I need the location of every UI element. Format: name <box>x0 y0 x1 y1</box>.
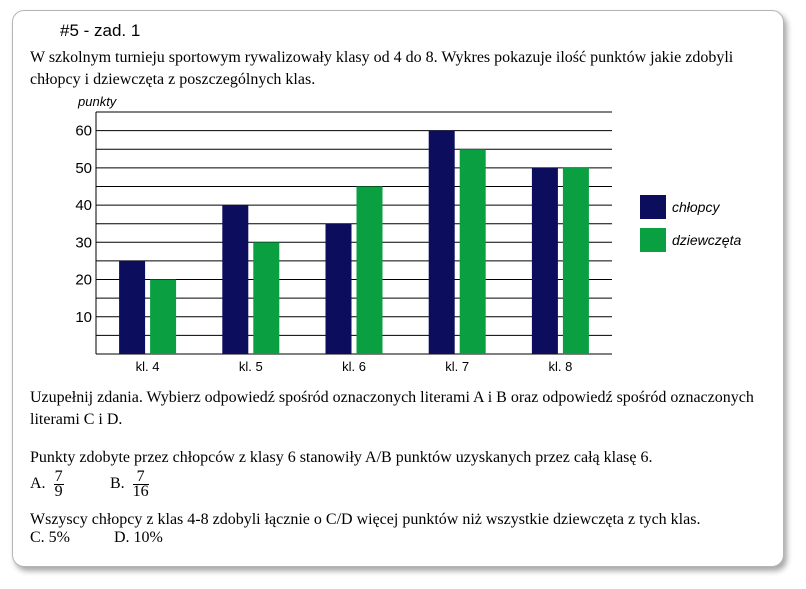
option-b-numerator: 7 <box>133 470 149 485</box>
legend-girls <box>640 228 741 252</box>
option-b[interactable] <box>110 470 149 499</box>
y-tick-label: 40 <box>75 197 92 215</box>
bar-girls-kl4 <box>150 280 176 354</box>
y-tick-label: 50 <box>75 159 92 177</box>
x-tick-label: kl. 8 <box>548 359 573 374</box>
bar-girls-kl7 <box>460 149 486 354</box>
intro-text: W szkolnym turnieju sportowym rywalizowały klasy od 4 do 8. Wykres pokazuje ilość punktów jakie zdobyli chłopcy i dziewczęta z poszczególnych klas. <box>30 49 734 88</box>
y-tick-label: 60 <box>75 122 92 140</box>
x-tick-label: kl. 5 <box>238 359 263 374</box>
exercise-title: #5 - zad. 1 <box>60 21 141 40</box>
y-tick-label: 20 <box>75 271 92 289</box>
option-d[interactable]: D. 10% <box>114 529 163 546</box>
option-a-numerator: 7 <box>54 468 63 485</box>
bar-boys-kl8 <box>532 168 558 354</box>
option-a-fraction <box>54 470 64 499</box>
y-tick-label: 30 <box>75 234 92 252</box>
legend-girls-swatch <box>640 228 666 252</box>
bar-boys-kl7 <box>429 131 455 354</box>
bar-boys-kl6 <box>326 224 352 354</box>
legend-girls-label: dziewczęta <box>672 232 742 248</box>
bar-girls-kl8 <box>563 168 589 354</box>
question1-text: Punkty zdobyte przez chłopców z klasy 6 stanowiły A/B punktów uzyskanych przez całą klasę 6. <box>30 449 653 466</box>
bar-boys-kl5 <box>222 205 248 354</box>
bar-girls-kl5 <box>253 242 279 354</box>
bar-boys-kl4 <box>119 261 145 354</box>
question2-text: Wszyscy chłopcy z klas 4-8 zdobyli łącznie o C/D więcej punktów niż wszystkie dziewczęta z tych klas. <box>30 511 701 528</box>
bar-girls-kl6 <box>357 186 383 354</box>
option-b-denominator: 16 <box>132 483 149 500</box>
x-tick-label: kl. 4 <box>135 359 160 374</box>
option-a-label: A. <box>30 475 46 493</box>
option-b-label: B. <box>110 475 125 493</box>
option-a[interactable] <box>30 470 64 499</box>
x-tick-label: kl. 7 <box>445 359 470 374</box>
y-tick-label: 10 <box>75 308 92 326</box>
x-tick-label: kl. 6 <box>342 359 366 374</box>
option-b-fraction <box>133 470 149 499</box>
legend-boys <box>640 195 719 219</box>
y-axis-label: punkty <box>78 94 117 109</box>
legend-boys-swatch <box>640 195 666 219</box>
option-a-denominator: 9 <box>54 483 63 500</box>
instruction-text: Uzupełnij zdania. Wybierz odpowiedź spośród oznaczonych literami A i B oraz odpowiedź spośród oznaczonych literami C i D. <box>30 389 754 428</box>
legend-boys-label: chłopcy <box>672 199 720 215</box>
option-c[interactable]: C. 5% <box>30 529 70 546</box>
